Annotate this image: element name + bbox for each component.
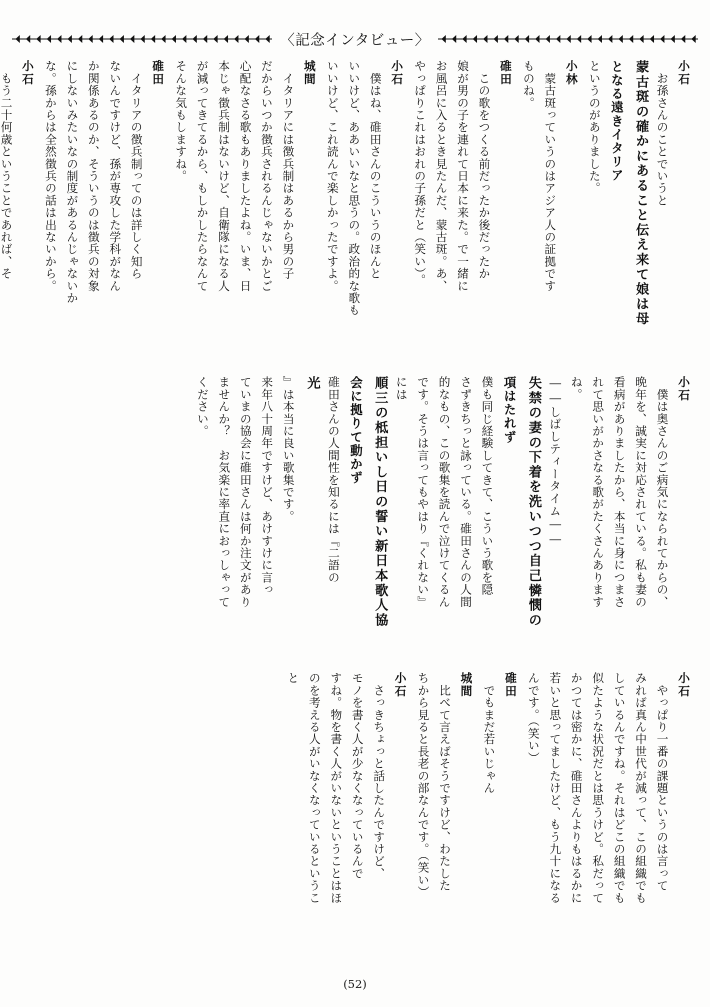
speaker-kobayashi-1: 小林: [564, 60, 579, 86]
body-a-17: そんな気もしますね。: [174, 60, 189, 182]
body-b-13: 来年八十周年ですけど、あけすけに言っ: [260, 376, 275, 596]
body-c-12: モノを書く人が少なくなっているんで: [350, 672, 365, 880]
page-footer: [0, 977, 710, 991]
body-a-5: この歌をつくる前だったか後だったか: [477, 60, 492, 280]
vine-rule-ornament-left: [12, 33, 272, 45]
body-a-19: ないんですけど、孫が専攻した学科がなん: [108, 60, 123, 292]
lead-b-1: ――しばしティータイム――: [548, 376, 563, 547]
article-body: [0, 60, 696, 961]
body-a-22: な。孫からは全然徴兵の話は出ないから。: [43, 60, 58, 292]
body-c-4: 似たような状況だとは思うけど。私だって: [591, 672, 606, 904]
speaker-shiroma-2: 城間: [459, 672, 474, 698]
column-group-lower: [282, 672, 696, 958]
body-a-13: だからいつか徴兵されるんじゃないかとご: [259, 60, 274, 292]
column-group-middle: [192, 376, 696, 666]
speaker-shiroma-1: 城間: [302, 60, 317, 86]
headline-b-2: 項はたれず: [502, 376, 518, 444]
body-a-20: か関係あるのか、そういうのは徴兵の対象: [86, 60, 101, 292]
body-a-1: お孫さんのことでいうと: [655, 60, 670, 207]
column-group-upper: [0, 60, 696, 360]
page-title: 〈記念インタビュー〉: [280, 32, 430, 49]
body-c-6: 若いと思ってましたけど、もう九十になる: [548, 672, 563, 904]
body-a-15: 本じゃ徴兵制はないけど、自衛隊になる人: [217, 60, 232, 292]
headline-b-4: 会に拠りて動かず: [348, 376, 364, 485]
speaker-koishi-5: 小石: [677, 672, 691, 698]
body-c-10: ちから見ると長老の部なんです。（笑い）: [416, 672, 431, 898]
body-a-7: お風呂に入るとき見たんだ、蒙古斑。あ、: [434, 60, 449, 292]
body-c-1: やっぱり一番の課題というのは言って: [655, 672, 670, 892]
body-b-14: ていまの協会に碓田さんは何か注文があり: [238, 376, 253, 608]
body-c-14: のを考える人がいなくなっているというこ: [307, 672, 322, 904]
headline-b-5: 光: [304, 376, 320, 391]
body-a-21: にしないみたいなの制度があるんじゃないか: [65, 60, 80, 304]
body-b-15: ませんか？ お気楽に率直におっしゃって: [217, 376, 232, 608]
body-a-18: イタリアの徴兵制ってのは詳しく知ら: [129, 60, 144, 280]
speaker-shiroda-4: 碓田: [503, 672, 518, 698]
body-a-10: いいけど、ああいいなと思うの。政治的な歌も: [347, 60, 362, 317]
body-b-6: 僕も同じ経験してきて、こういう歌を隠: [480, 376, 495, 596]
speaker-koishi-3: 小石: [20, 60, 35, 86]
body-a-14: 心配なさる歌もありましたよね。いま、日: [238, 60, 253, 292]
body-a-16: が減ってきてるから、もしかしたらなんて: [195, 60, 210, 292]
body-a-4: ものね。: [521, 60, 536, 109]
body-b-3: 看病がありましたから、本当に身につまさ: [612, 376, 627, 608]
body-c-5: かつては密かに、碓田さんよりもはるかに: [569, 672, 584, 904]
body-c-15: と: [286, 672, 301, 685]
body-b-11: 碓田さんの人間性を知るには『二語の: [326, 376, 341, 584]
body-b-10: には: [394, 376, 409, 401]
body-b-2: 晩年を、誠実に対応されている。私も妻の: [634, 376, 649, 608]
speaker-koishi-4: 小石: [677, 376, 691, 402]
headline-a-2: となる遠きイタリア: [609, 60, 625, 183]
headline-b-1: 失禁の妻の下着を洗いつつ自己憐憫の: [525, 376, 541, 628]
body-a-8: やっぱりこれはおれの子孫だと（笑い）。: [413, 60, 428, 286]
body-b-16: ください。: [195, 376, 210, 437]
body-c-7: んです。（笑い）: [526, 672, 541, 764]
speaker-shiroda-1: 碓田: [498, 60, 513, 86]
page-header: [12, 26, 698, 52]
body-c-11: さっきちょっと話したんですけど、: [372, 672, 387, 880]
body-b-7: さずきちっと詠っている。碓田さんの人間: [459, 376, 474, 608]
body-a-12: イタリアには徴兵制はあるから男の子: [281, 60, 296, 280]
speaker-shiroda-2: 碓田: [151, 60, 166, 86]
body-a-6: 娘が男の子を連れて日本に来た。で一緒に: [456, 60, 471, 292]
speaker-koishi-2: 小石: [390, 60, 405, 86]
body-b-1: 僕は奥さんのご病気になられてからの、: [655, 376, 670, 608]
body-a-3: 蒙古斑っていうのはアジア人の証拠です: [543, 60, 558, 292]
body-c-13: すね。物を書く人がいないということはほ: [329, 672, 344, 904]
body-c-3: しているんですね。それはどこの組織でも: [612, 672, 627, 904]
body-b-9: です。そうは言ってもやはり『くれない』: [416, 376, 431, 608]
body-a-23: もう二十何歳ということであれば、そ: [0, 60, 14, 280]
body-b-12: 』は本当に良い歌集です。: [281, 376, 296, 523]
headline-a-1: 蒙古斑の確かにあること伝え来て娘は母: [633, 60, 649, 327]
headline-b-3: 順三の柢担いし日の誓い新日本歌人協: [372, 376, 388, 628]
vine-rule-ornament-right: [438, 33, 698, 45]
body-a-11: いいけど、これ読んで楽しかったですよ。: [325, 60, 340, 292]
body-b-5: ね。: [569, 376, 584, 401]
body-b-8: 的なもの、この歌集を読んで泣けてくるん: [437, 376, 452, 608]
body-c-8: でもまだ若いじゃん: [482, 672, 497, 794]
speaker-koishi-6: 小石: [393, 672, 408, 698]
page-number: (52): [343, 977, 367, 991]
body-c-2: みれば真ん中世代が減って、この組織でも: [634, 672, 649, 904]
body-b-4: れて思いがかさなる歌がたくさんあります: [591, 376, 606, 608]
speaker-koishi-1: 小石: [677, 60, 691, 86]
body-a-2: というのがありました。: [587, 60, 602, 195]
body-a-9: 僕はね、碓田さんのこういうのほんと: [368, 60, 383, 280]
body-c-9: 比べて言えばそうですけど、わたした: [438, 672, 453, 892]
